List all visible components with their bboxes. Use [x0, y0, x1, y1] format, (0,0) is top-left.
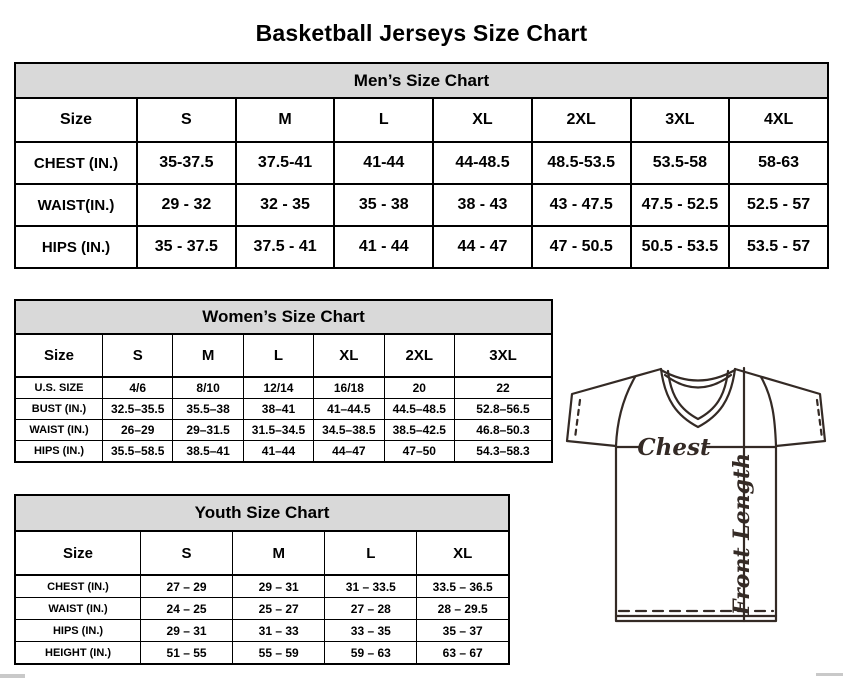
mens-size-table [14, 97, 829, 269]
size-value-cell: 38–41 [243, 399, 313, 420]
size-column-header: L [243, 334, 313, 377]
page-title: Basketball Jerseys Size Chart [255, 20, 588, 47]
size-value-cell: 44.5–48.5 [384, 399, 454, 420]
size-value-cell: 37.5 - 41 [236, 226, 335, 268]
scrollbar-fragment-left[interactable] [0, 674, 25, 678]
size-value-cell: 31.5–34.5 [243, 420, 313, 441]
size-value-cell: 53.5 - 57 [729, 226, 828, 268]
measurement-row [15, 598, 509, 620]
size-value-cell: 38 - 43 [433, 184, 532, 226]
size-column-header: XL [433, 98, 532, 142]
size-value-cell: 47.5 - 52.5 [631, 184, 730, 226]
size-value-cell: 44-48.5 [433, 142, 532, 184]
scrollbar-fragment-right[interactable] [816, 673, 843, 676]
size-value-cell: 38.5–42.5 [384, 420, 454, 441]
size-value-cell: 51 – 55 [141, 642, 233, 665]
size-value-cell: 28 – 29.5 [417, 598, 509, 620]
size-value-cell: 50.5 - 53.5 [631, 226, 730, 268]
size-value-cell: 22 [455, 377, 553, 399]
size-value-cell: 58-63 [729, 142, 828, 184]
size-column-header: M [236, 98, 335, 142]
size-value-cell: 29 – 31 [141, 620, 233, 642]
measurement-row-label: HEIGHT (IN.) [15, 642, 141, 665]
measurement-row-label: U.S. SIZE [15, 377, 103, 399]
size-value-cell: 4/6 [103, 377, 173, 399]
mens-chart-title: Men’s Size Chart [14, 62, 829, 99]
size-value-cell: 16/18 [314, 377, 384, 399]
measurement-row [15, 184, 828, 226]
size-column-header: Size [15, 98, 137, 142]
size-value-cell: 35.5–38 [173, 399, 243, 420]
jersey-right-armhole-seam [761, 377, 776, 446]
size-value-cell: 43 - 47.5 [532, 184, 631, 226]
youth-size-table [14, 530, 510, 665]
size-value-cell: 41-44 [334, 142, 433, 184]
size-value-cell: 59 – 63 [325, 642, 417, 665]
size-value-cell: 55 – 59 [233, 642, 325, 665]
size-value-cell: 33.5 – 36.5 [417, 575, 509, 598]
size-value-cell: 27 – 28 [325, 598, 417, 620]
size-value-cell: 29 - 32 [137, 184, 236, 226]
size-column-header: Size [15, 531, 141, 575]
size-value-cell: 47 - 50.5 [532, 226, 631, 268]
size-column-header: S [137, 98, 236, 142]
size-value-cell: 44 - 47 [433, 226, 532, 268]
measurement-row-label: HIPS (IN.) [15, 620, 141, 642]
jersey-measurement-diagram [557, 358, 841, 630]
size-value-cell: 54.3–58.3 [455, 441, 553, 463]
size-column-header: 3XL [455, 334, 553, 377]
measurement-row-label: WAIST(IN.) [15, 184, 137, 226]
measurement-row [15, 620, 509, 642]
size-column-header: 4XL [729, 98, 828, 142]
size-header-row [15, 98, 828, 142]
size-column-header: XL [417, 531, 509, 575]
size-value-cell: 29 – 31 [233, 575, 325, 598]
size-value-cell: 53.5-58 [631, 142, 730, 184]
womens-size-table [14, 333, 553, 463]
size-value-cell: 35 - 38 [334, 184, 433, 226]
youth-size-chart [14, 494, 510, 665]
size-value-cell: 48.5-53.5 [532, 142, 631, 184]
jersey-outline [567, 369, 825, 621]
size-value-cell: 52.5 - 57 [729, 184, 828, 226]
size-value-cell: 35-37.5 [137, 142, 236, 184]
measurement-row-label: WAIST (IN.) [15, 420, 103, 441]
measurement-row [15, 420, 552, 441]
size-value-cell: 34.5–38.5 [314, 420, 384, 441]
size-header-row [15, 531, 509, 575]
size-value-cell: 35 – 37 [417, 620, 509, 642]
size-value-cell: 33 – 35 [325, 620, 417, 642]
jersey-left-cuff-dashed-line [575, 400, 580, 438]
womens-size-chart [14, 299, 553, 463]
size-value-cell: 24 – 25 [141, 598, 233, 620]
size-value-cell: 31 – 33 [233, 620, 325, 642]
measurement-row-label: HIPS (IN.) [15, 441, 103, 463]
measurement-row-label: BUST (IN.) [15, 399, 103, 420]
size-value-cell: 12/14 [243, 377, 313, 399]
size-column-header: XL [314, 334, 384, 377]
size-value-cell: 32.5–35.5 [103, 399, 173, 420]
size-value-cell: 63 – 67 [417, 642, 509, 665]
size-value-cell: 38.5–41 [173, 441, 243, 463]
size-value-cell: 32 - 35 [236, 184, 335, 226]
size-value-cell: 25 – 27 [233, 598, 325, 620]
womens-chart-title: Women’s Size Chart [14, 299, 553, 335]
size-value-cell: 44–47 [314, 441, 384, 463]
size-value-cell: 52.8–56.5 [455, 399, 553, 420]
size-value-cell: 31 – 33.5 [325, 575, 417, 598]
jersey-diagram-svg [557, 358, 841, 630]
size-value-cell: 46.8–50.3 [455, 420, 553, 441]
size-column-header: 3XL [631, 98, 730, 142]
size-value-cell: 35.5–58.5 [103, 441, 173, 463]
jersey-left-armhole-seam [616, 377, 635, 446]
size-value-cell: 8/10 [173, 377, 243, 399]
size-value-cell: 37.5-41 [236, 142, 335, 184]
chest-label: Chest [637, 434, 711, 461]
size-value-cell: 26–29 [103, 420, 173, 441]
size-column-header: L [334, 98, 433, 142]
size-column-header: M [233, 531, 325, 575]
size-value-cell: 27 – 29 [141, 575, 233, 598]
measurement-row-label: CHEST (IN.) [15, 142, 137, 184]
size-value-cell: 35 - 37.5 [137, 226, 236, 268]
size-value-cell: 20 [384, 377, 454, 399]
size-value-cell: 47–50 [384, 441, 454, 463]
size-value-cell: 41 - 44 [334, 226, 433, 268]
measurement-row [15, 642, 509, 665]
measurement-row [15, 377, 552, 399]
measurement-row [15, 575, 509, 598]
size-column-header: S [141, 531, 233, 575]
measurement-row [15, 226, 828, 268]
size-column-header: L [325, 531, 417, 575]
size-column-header: 2XL [384, 334, 454, 377]
size-header-row [15, 334, 552, 377]
front-length-label: Front Length [729, 452, 755, 616]
size-column-header: M [173, 334, 243, 377]
measurement-row [15, 399, 552, 420]
mens-size-chart [14, 62, 829, 269]
measurement-row-label: CHEST (IN.) [15, 575, 141, 598]
size-column-header: S [103, 334, 173, 377]
size-column-header: 2XL [532, 98, 631, 142]
size-value-cell: 41–44 [243, 441, 313, 463]
size-value-cell: 41–44.5 [314, 399, 384, 420]
measurement-row [15, 441, 552, 463]
youth-chart-title: Youth Size Chart [14, 494, 510, 532]
size-column-header: Size [15, 334, 103, 377]
size-value-cell: 29–31.5 [173, 420, 243, 441]
measurement-row [15, 142, 828, 184]
measurement-row-label: WAIST (IN.) [15, 598, 141, 620]
measurement-row-label: HIPS (IN.) [15, 226, 137, 268]
